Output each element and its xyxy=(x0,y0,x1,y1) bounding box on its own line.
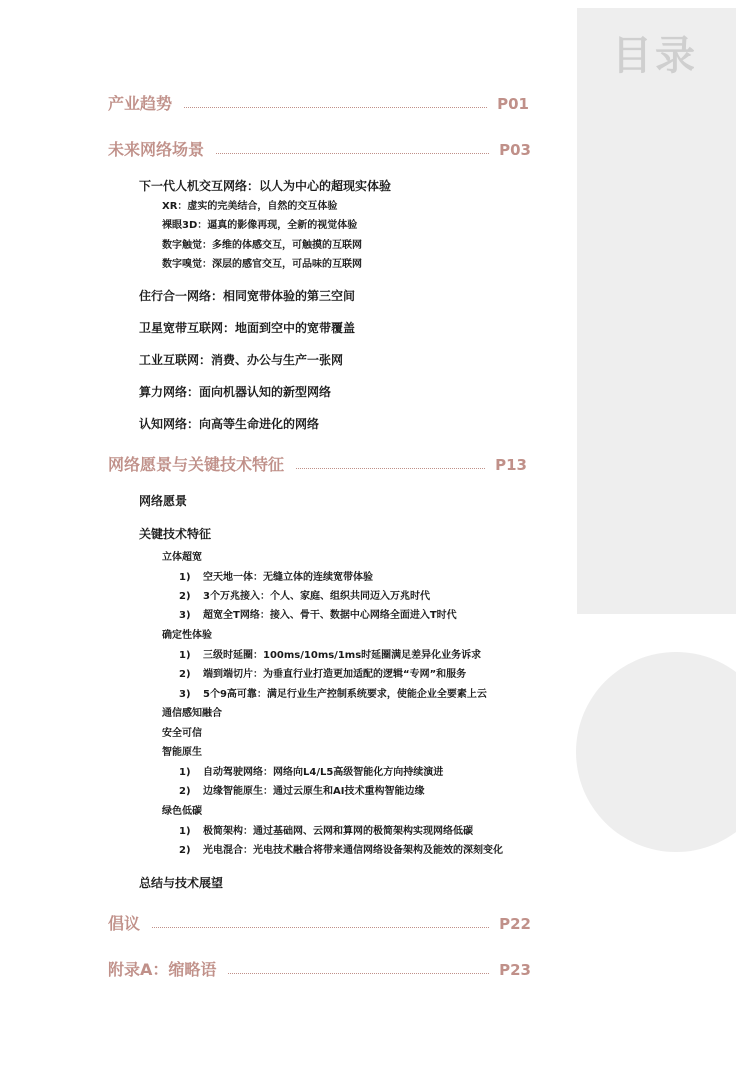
item-number: 2) xyxy=(179,845,191,856)
toc-sub-hci-network[interactable]: 下一代人机交互网络：以人为中心的超现实体验 xyxy=(139,179,392,193)
toc-sub-key-tech[interactable]: 关键技术特征 xyxy=(139,527,212,541)
toc-item[interactable] xyxy=(179,766,443,780)
toc-item[interactable] xyxy=(179,649,481,663)
toc-sub-satellite[interactable]: 卫星宽带互联网：地面到空中的宽带覆盖 xyxy=(139,321,356,335)
toc-section-initiative[interactable] xyxy=(108,913,531,935)
item-text: 自动驾驶网络：网络向L4/L5高级智能化方向持续演进 xyxy=(203,767,444,778)
toc-item[interactable] xyxy=(179,844,503,858)
toc-item[interactable] xyxy=(179,609,457,623)
toc-sub-network-vision[interactable]: 网络愿景 xyxy=(139,494,188,508)
section-title: 产业趋势 xyxy=(108,94,173,113)
item-number: 1) xyxy=(179,826,191,837)
toc-item-xr[interactable]: XR：虚实的完美结合，自然的交互体验 xyxy=(162,201,338,212)
section-title: 附录A：缩略语 xyxy=(108,960,217,979)
toc-group-security[interactable]: 安全可信 xyxy=(162,728,202,739)
toc-item[interactable] xyxy=(179,688,487,702)
toc-item[interactable] xyxy=(179,668,466,682)
section-title: 未来网络场景 xyxy=(108,140,205,159)
toc-sub-industrial[interactable]: 工业互联网：消费、办公与生产一张网 xyxy=(139,353,344,367)
toc-title: 目录 xyxy=(612,33,698,79)
dot-leader xyxy=(184,107,487,108)
page-number: P13 xyxy=(495,456,527,474)
toc-group-ultrabroadband[interactable]: 立体超宽 xyxy=(162,552,202,563)
toc-item[interactable] xyxy=(179,571,373,585)
item-number: 1) xyxy=(179,572,191,583)
section-title: 网络愿景与关键技术特征 xyxy=(108,455,285,474)
item-text: 端到端切片：为垂直行业打造更加适配的逻辑“专网”和服务 xyxy=(203,669,467,680)
toc-section-appendix[interactable] xyxy=(108,959,531,981)
item-text: 5个9高可靠：满足行业生产控制系统要求，使能企业全要素上云 xyxy=(203,689,487,700)
toc-item[interactable] xyxy=(179,590,430,604)
item-number: 3) xyxy=(179,610,191,621)
dot-leader xyxy=(216,153,489,154)
toc-group-sensing[interactable]: 通信感知融合 xyxy=(162,708,222,719)
dot-leader xyxy=(228,973,489,974)
page-number: P03 xyxy=(499,141,531,159)
toc-group-green[interactable]: 绿色低碳 xyxy=(162,806,202,817)
toc-sub-compute[interactable]: 算力网络：面向机器认知的新型网络 xyxy=(139,385,332,399)
toc-sub-living-travel[interactable]: 住行合一网络：相同宽带体验的第三空间 xyxy=(139,289,356,303)
item-text: 三级时延圈：100ms/10ms/1ms时延圈满足差异化业务诉求 xyxy=(203,650,482,661)
toc-sub-cognitive[interactable]: 认知网络：向高等生命进化的网络 xyxy=(139,417,320,431)
item-text: 空天地一体：无缝立体的连续宽带体验 xyxy=(203,572,373,583)
item-text: 边缘智能原生：通过云原生和AI技术重构智能边缘 xyxy=(203,786,425,797)
page-number: P23 xyxy=(499,961,531,979)
toc-group-ai-native[interactable]: 智能原生 xyxy=(162,747,202,758)
item-text: 3个万兆接入：个人、家庭、组织共同迈入万兆时代 xyxy=(203,591,430,602)
toc-item[interactable] xyxy=(179,785,424,799)
item-text: 极简架构：通过基础网、云网和算网的极简架构实现网络低碳 xyxy=(203,826,473,837)
toc-section-future-scenarios[interactable] xyxy=(108,139,531,161)
toc-sub-summary[interactable]: 总结与技术展望 xyxy=(139,876,224,890)
dot-leader xyxy=(296,468,485,469)
toc-section-vision[interactable] xyxy=(108,454,527,476)
toc-section-industry-trends[interactable] xyxy=(108,93,529,115)
dot-leader xyxy=(152,927,489,928)
item-number: 1) xyxy=(179,767,191,778)
section-title: 倡议 xyxy=(108,914,141,933)
item-number: 2) xyxy=(179,669,191,680)
toc-item-touch[interactable]: 数字触觉：多维的体感交互，可触摸的互联网 xyxy=(162,240,362,251)
item-text: 超宽全T网络：接入、骨干、数据中心网络全面进入T时代 xyxy=(203,610,457,621)
toc-item-3d[interactable]: 裸眼3D：逼真的影像再现，全新的视觉体验 xyxy=(162,220,358,231)
decorative-gray-circle xyxy=(576,652,736,852)
page-number: P01 xyxy=(497,95,529,113)
item-number: 3) xyxy=(179,689,191,700)
toc-item-smell[interactable]: 数字嗅觉：深层的感官交互，可品味的互联网 xyxy=(162,259,362,270)
item-text: 光电混合：光电技术融合将带来通信网络设备架构及能效的深刻变化 xyxy=(203,845,503,856)
decorative-gray-panel xyxy=(577,8,736,614)
toc-item[interactable] xyxy=(179,825,473,839)
item-number: 1) xyxy=(179,650,191,661)
page-number: P22 xyxy=(499,915,531,933)
item-number: 2) xyxy=(179,786,191,797)
toc-group-deterministic[interactable]: 确定性体验 xyxy=(162,630,212,641)
item-number: 2) xyxy=(179,591,191,602)
